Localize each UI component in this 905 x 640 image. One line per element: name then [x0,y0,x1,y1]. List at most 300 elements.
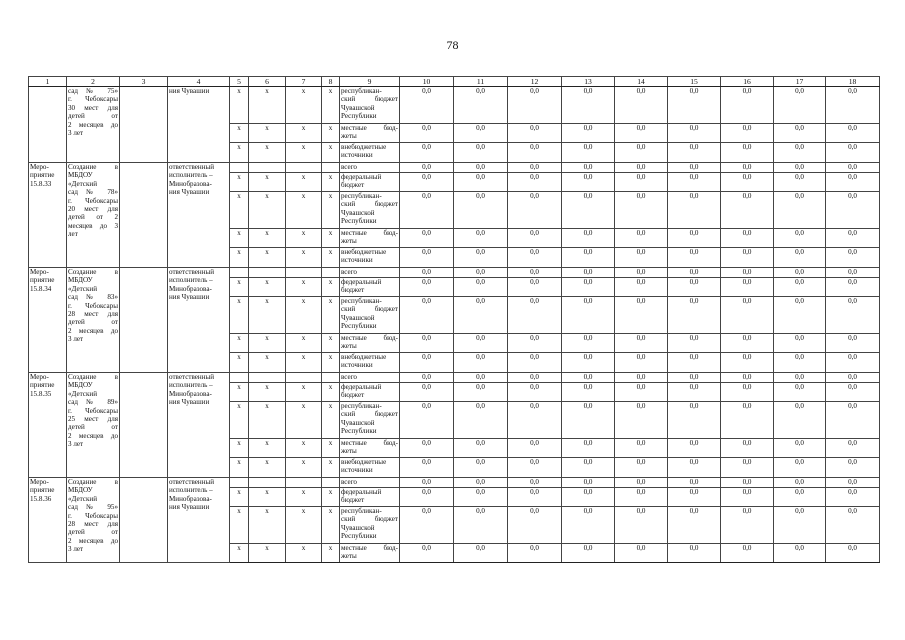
value-cell: 0,0 [826,458,880,478]
table-row [29,163,880,173]
value-cell: 0,0 [562,268,615,278]
value-cell: 0,0 [454,248,508,268]
value-cell: 0,0 [721,478,774,488]
value-cell: 0,0 [826,143,880,163]
header-cell: 11 [454,77,508,87]
code-mark-cell: x [286,439,322,458]
code-mark-cell: x [322,173,340,192]
value-cell: 0,0 [400,544,454,563]
code-mark-cell: x [286,458,322,478]
code-mark-cell: x [230,229,249,248]
code-mark-cell: x [286,507,322,544]
measure-executor: ответственный исполнитель – Минобразова- ния Чувашии [168,373,230,478]
value-cell: 0,0 [562,124,615,143]
value-cell: 0,0 [400,124,454,143]
value-cell: 0,0 [562,278,615,297]
code-mark-cell: x [249,278,286,297]
value-cell: 0,0 [400,268,454,278]
value-cell: 0,0 [826,163,880,173]
code-mark-cell: x [230,173,249,192]
value-cell: 0,0 [562,334,615,353]
value-cell: 0,0 [454,124,508,143]
table-row [29,478,880,488]
value-cell: 0,0 [721,334,774,353]
value-cell: 0,0 [668,173,721,192]
value-cell: 0,0 [721,248,774,268]
value-cell: 0,0 [721,373,774,383]
code-mark-cell [286,268,322,278]
value-cell: 0,0 [721,383,774,402]
code-mark-cell: x [230,383,249,402]
value-cell: 0,0 [454,402,508,439]
code-mark-cell: x [322,458,340,478]
code-mark-cell: x [230,402,249,439]
value-cell: 0,0 [721,439,774,458]
value-cell: 0,0 [721,229,774,248]
value-cell: 0,0 [615,163,668,173]
value-cell: 0,0 [454,458,508,478]
value-cell: 0,0 [562,192,615,229]
value-cell: 0,0 [400,143,454,163]
value-cell: 0,0 [400,334,454,353]
value-cell: 0,0 [774,373,826,383]
measure-code [29,87,67,163]
code-mark-cell: x [322,87,340,124]
value-cell: 0,0 [562,87,615,124]
value-cell: 0,0 [562,478,615,488]
value-cell: 0,0 [400,229,454,248]
value-cell: 0,0 [826,87,880,124]
header-cell: 7 [286,77,322,87]
code-mark-cell: x [230,297,249,334]
value-cell: 0,0 [668,163,721,173]
code-mark-cell: x [322,192,340,229]
value-cell: 0,0 [562,488,615,507]
code-mark-cell: x [230,544,249,563]
code-mark-cell: x [322,383,340,402]
code-mark-cell [230,163,249,173]
header-cell: 8 [322,77,340,87]
measure-code: Меро- приятие 15.8.36 [29,478,67,563]
value-cell: 0,0 [562,297,615,334]
code-mark-cell: x [249,87,286,124]
code-mark-cell: x [249,353,286,373]
code-mark-cell: x [286,278,322,297]
value-cell: 0,0 [721,173,774,192]
header-cell: 1 [29,77,67,87]
value-cell: 0,0 [615,124,668,143]
value-cell: 0,0 [615,334,668,353]
value-cell: 0,0 [615,173,668,192]
code-mark-cell: x [249,383,286,402]
value-cell: 0,0 [615,478,668,488]
funding-source: республикан- ский бюджет Чувашской Республики [340,297,400,334]
value-cell: 0,0 [615,439,668,458]
header-cell: 13 [562,77,615,87]
funding-source: всего [340,163,400,173]
funding-source: республикан- ский бюджет Чувашской Республики [340,507,400,544]
code-mark-cell: x [230,334,249,353]
value-cell: 0,0 [400,87,454,124]
measure-name: Создание в МБДОУ «Детский сад № 95» г. Чебоксары 28 мест для детей от 2 месяцев до 3 лет [67,478,120,563]
code-mark-cell: x [230,143,249,163]
value-cell: 0,0 [400,478,454,488]
value-cell: 0,0 [721,192,774,229]
value-cell: 0,0 [508,478,562,488]
code-mark-cell [322,478,340,488]
value-cell: 0,0 [400,488,454,507]
value-cell: 0,0 [562,383,615,402]
code-mark-cell: x [322,143,340,163]
header-cell: 16 [721,77,774,87]
funding-source: местные бюд- жеты [340,334,400,353]
code-mark-cell: x [249,458,286,478]
measure-executor: ответственный исполнитель – Минобразова- ния Чувашии [168,478,230,563]
value-cell: 0,0 [826,334,880,353]
code-mark-cell: x [322,488,340,507]
value-cell: 0,0 [400,383,454,402]
value-cell: 0,0 [562,163,615,173]
value-cell: 0,0 [774,383,826,402]
code-mark-cell: x [230,458,249,478]
value-cell: 0,0 [774,458,826,478]
code-mark-cell: x [286,297,322,334]
value-cell: 0,0 [826,507,880,544]
funding-source: местные бюд- жеты [340,124,400,143]
value-cell: 0,0 [615,278,668,297]
code-mark-cell: x [322,507,340,544]
value-cell: 0,0 [668,353,721,373]
value-cell: 0,0 [562,439,615,458]
value-cell: 0,0 [826,229,880,248]
value-cell: 0,0 [508,544,562,563]
code-mark-cell: x [230,507,249,544]
funding-source: внебюджетные источники [340,143,400,163]
value-cell: 0,0 [668,373,721,383]
value-cell: 0,0 [400,163,454,173]
value-cell: 0,0 [508,507,562,544]
value-cell: 0,0 [508,439,562,458]
value-cell: 0,0 [615,402,668,439]
value-cell: 0,0 [508,163,562,173]
code-mark-cell: x [230,124,249,143]
value-cell: 0,0 [774,268,826,278]
value-cell: 0,0 [615,268,668,278]
value-cell: 0,0 [615,143,668,163]
table-row [29,268,880,278]
code-mark-cell: x [249,488,286,507]
value-cell: 0,0 [400,297,454,334]
value-cell: 0,0 [668,402,721,439]
value-cell: 0,0 [668,248,721,268]
code-mark-cell [286,478,322,488]
header-cell: 6 [249,77,286,87]
code-mark-cell: x [249,439,286,458]
funding-source: всего [340,478,400,488]
value-cell: 0,0 [826,353,880,373]
code-mark-cell [286,163,322,173]
code-mark-cell: x [249,248,286,268]
value-cell: 0,0 [668,478,721,488]
code-mark-cell: x [286,173,322,192]
value-cell: 0,0 [774,248,826,268]
funding-source: местные бюд- жеты [340,544,400,563]
value-cell: 0,0 [400,278,454,297]
value-cell: 0,0 [668,297,721,334]
value-cell: 0,0 [774,478,826,488]
code-mark-cell [249,373,286,383]
code-mark-cell [230,268,249,278]
value-cell: 0,0 [562,402,615,439]
code-mark-cell: x [322,544,340,563]
code-mark-cell: x [249,297,286,334]
code-mark-cell: x [286,192,322,229]
value-cell: 0,0 [508,143,562,163]
code-mark-cell: x [322,402,340,439]
measure-name: Создание в МБДОУ «Детский сад № 78» г. Чебоксары 20 мест для детей от 2 месяцев до 3 лет [67,163,120,268]
code-mark-cell: x [286,87,322,124]
value-cell: 0,0 [400,373,454,383]
code-mark-cell: x [322,278,340,297]
value-cell: 0,0 [774,192,826,229]
value-cell: 0,0 [668,383,721,402]
code-mark-cell: x [286,402,322,439]
value-cell: 0,0 [615,353,668,373]
value-cell: 0,0 [721,143,774,163]
value-cell: 0,0 [454,334,508,353]
value-cell: 0,0 [826,248,880,268]
value-cell: 0,0 [721,507,774,544]
value-cell: 0,0 [454,143,508,163]
value-cell: 0,0 [668,278,721,297]
value-cell: 0,0 [774,229,826,248]
value-cell: 0,0 [826,478,880,488]
code-mark-cell: x [286,383,322,402]
code-mark-cell: x [286,124,322,143]
measure-executor: ответственный исполнитель – Минобразова- ния Чувашии [168,268,230,373]
value-cell: 0,0 [400,192,454,229]
value-cell: 0,0 [615,383,668,402]
code-mark-cell: x [286,248,322,268]
header-cell: 12 [508,77,562,87]
value-cell: 0,0 [615,297,668,334]
value-cell: 0,0 [668,87,721,124]
value-cell: 0,0 [562,229,615,248]
funding-source: федеральный бюджет [340,383,400,402]
value-cell: 0,0 [668,488,721,507]
value-cell: 0,0 [454,163,508,173]
code-mark-cell: x [230,353,249,373]
value-cell: 0,0 [721,87,774,124]
value-cell: 0,0 [774,402,826,439]
value-cell: 0,0 [508,402,562,439]
code-mark-cell: x [322,334,340,353]
header-cell: 17 [774,77,826,87]
value-cell: 0,0 [721,353,774,373]
code-mark-cell [322,163,340,173]
code-mark-cell: x [286,334,322,353]
value-cell: 0,0 [668,192,721,229]
code-mark-cell: x [249,124,286,143]
table-row [29,87,880,124]
empty-cell [120,87,168,163]
value-cell: 0,0 [454,173,508,192]
value-cell: 0,0 [454,192,508,229]
value-cell: 0,0 [668,334,721,353]
value-cell: 0,0 [774,507,826,544]
value-cell: 0,0 [562,143,615,163]
value-cell: 0,0 [774,353,826,373]
code-mark-cell: x [230,248,249,268]
header-cell: 3 [120,77,168,87]
measure-executor: ния Чувашии [168,87,230,163]
budget-table [28,76,880,563]
code-mark-cell: x [249,192,286,229]
code-mark-cell: x [230,439,249,458]
value-cell: 0,0 [721,268,774,278]
value-cell: 0,0 [826,439,880,458]
header-cell: 10 [400,77,454,87]
code-mark-cell: x [322,353,340,373]
empty-cell [120,268,168,373]
value-cell: 0,0 [615,373,668,383]
value-cell: 0,0 [774,334,826,353]
value-cell: 0,0 [562,353,615,373]
value-cell: 0,0 [826,383,880,402]
value-cell: 0,0 [400,353,454,373]
value-cell: 0,0 [508,248,562,268]
header-cell: 15 [668,77,721,87]
code-mark-cell: x [249,402,286,439]
value-cell: 0,0 [508,87,562,124]
value-cell: 0,0 [400,439,454,458]
value-cell: 0,0 [454,478,508,488]
value-cell: 0,0 [562,544,615,563]
value-cell: 0,0 [774,544,826,563]
code-mark-cell: x [286,229,322,248]
value-cell: 0,0 [668,544,721,563]
value-cell: 0,0 [774,278,826,297]
value-cell: 0,0 [668,143,721,163]
value-cell: 0,0 [774,124,826,143]
code-mark-cell: x [230,278,249,297]
header-cell: 14 [615,77,668,87]
value-cell: 0,0 [454,87,508,124]
code-mark-cell: x [286,488,322,507]
value-cell: 0,0 [615,192,668,229]
value-cell: 0,0 [508,229,562,248]
code-mark-cell [230,478,249,488]
value-cell: 0,0 [508,278,562,297]
value-cell: 0,0 [508,353,562,373]
funding-source: внебюджетные источники [340,458,400,478]
code-mark-cell: x [249,334,286,353]
code-mark-cell: x [249,229,286,248]
funding-source: федеральный бюджет [340,488,400,507]
value-cell: 0,0 [774,173,826,192]
value-cell: 0,0 [508,373,562,383]
value-cell: 0,0 [615,87,668,124]
measure-code: Меро- приятие 15.8.34 [29,268,67,373]
value-cell: 0,0 [721,544,774,563]
value-cell: 0,0 [400,507,454,544]
empty-cell [120,373,168,478]
header-cell: 2 [67,77,120,87]
code-mark-cell: x [249,143,286,163]
code-mark-cell: x [322,124,340,143]
value-cell: 0,0 [454,268,508,278]
measure-name: сад № 75» г. Чебоксары 30 мест для детей от 2 месяцев до 3 лет [67,87,120,163]
funding-source: местные бюд- жеты [340,229,400,248]
value-cell: 0,0 [454,544,508,563]
value-cell: 0,0 [508,268,562,278]
funding-source: всего [340,373,400,383]
value-cell: 0,0 [826,192,880,229]
value-cell: 0,0 [721,124,774,143]
value-cell: 0,0 [721,297,774,334]
value-cell: 0,0 [826,124,880,143]
value-cell: 0,0 [774,87,826,124]
value-cell: 0,0 [668,268,721,278]
value-cell: 0,0 [826,544,880,563]
value-cell: 0,0 [400,173,454,192]
value-cell: 0,0 [454,507,508,544]
value-cell: 0,0 [826,268,880,278]
value-cell: 0,0 [826,402,880,439]
value-cell: 0,0 [721,402,774,439]
value-cell: 0,0 [562,458,615,478]
value-cell: 0,0 [454,229,508,248]
code-mark-cell: x [249,544,286,563]
value-cell: 0,0 [400,402,454,439]
funding-source: федеральный бюджет [340,278,400,297]
value-cell: 0,0 [454,439,508,458]
value-cell: 0,0 [400,248,454,268]
measure-name: Создание в МБДОУ «Детский сад № 83» г. Чебоксары 28 мест для детей от 2 месяцев до 3 лет [67,268,120,373]
funding-source: республикан- ский бюджет Чувашской Республики [340,87,400,124]
value-cell: 0,0 [508,458,562,478]
measure-executor: ответственный исполнитель – Минобразова- ния Чувашии [168,163,230,268]
value-cell: 0,0 [454,373,508,383]
value-cell: 0,0 [562,507,615,544]
code-mark-cell: x [230,87,249,124]
code-mark-cell: x [322,248,340,268]
value-cell: 0,0 [562,248,615,268]
value-cell: 0,0 [826,297,880,334]
code-mark-cell [286,373,322,383]
value-cell: 0,0 [826,373,880,383]
code-mark-cell: x [322,297,340,334]
value-cell: 0,0 [508,173,562,192]
header-cell: 9 [340,77,400,87]
value-cell: 0,0 [774,143,826,163]
empty-cell [120,478,168,563]
value-cell: 0,0 [508,297,562,334]
header-cell: 18 [826,77,880,87]
value-cell: 0,0 [454,488,508,507]
code-mark-cell: x [286,143,322,163]
header-cell: 4 [168,77,230,87]
value-cell: 0,0 [774,297,826,334]
value-cell: 0,0 [721,278,774,297]
value-cell: 0,0 [508,488,562,507]
value-cell: 0,0 [668,458,721,478]
funding-source: внебюджетные источники [340,248,400,268]
header-cell: 5 [230,77,249,87]
funding-source: внебюджетные источники [340,353,400,373]
value-cell: 0,0 [508,383,562,402]
value-cell: 0,0 [615,229,668,248]
